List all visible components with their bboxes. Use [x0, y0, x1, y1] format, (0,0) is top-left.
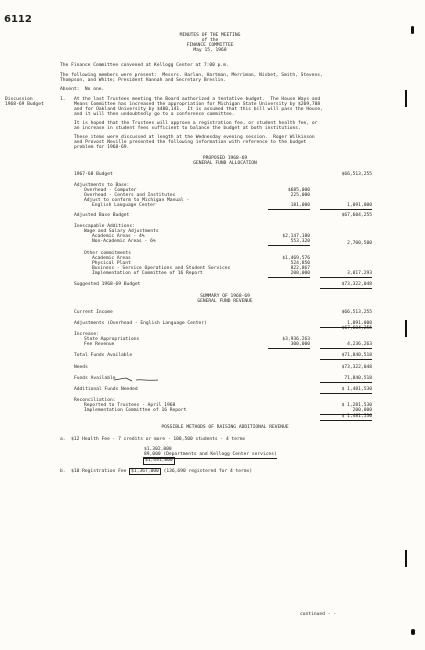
adjustments-title: Adjustments to Base:: [74, 183, 130, 188]
method-b-amount: $1,367,000: [131, 469, 159, 474]
continued-note: continued - -: [300, 612, 336, 617]
revenue-title-2: GENERAL FUND REVENUE: [197, 299, 253, 304]
convened-text: The Finance Committee convened at Kellogg Center at 7:00 p.m.: [60, 63, 229, 68]
needs-label: Needs: [74, 365, 88, 370]
adjustments-overhead-label: Adjustments (Overhead - English Language Center): [74, 321, 207, 326]
additional-funds-label: Additional Funds Needed: [74, 387, 138, 392]
item-p1-line-2: Means Committee has increased the appropriation for Michigan State University by $209,788: [74, 102, 321, 107]
allocation-title-1: PROPOSED 1968-69: [202, 156, 248, 161]
scan-mark-4: [405, 550, 407, 567]
revenue-title-1: SUMMARY OF 1968-69: [200, 294, 250, 299]
wage-title: Wage and Salary Adjustments: [84, 229, 159, 234]
adj-english-center: English Language Center: [92, 203, 156, 208]
current-income-label: Current Income: [74, 310, 113, 315]
budget-value: $66,513,255: [341, 172, 372, 177]
adj-overhead-centers-value: 225,000: [290, 193, 310, 198]
method-a-amount-1: $1,302,000: [144, 447, 172, 452]
oc-committee-16-value: 200,000: [268, 271, 310, 278]
page-number: 6112: [4, 14, 32, 25]
scan-mark-2: [405, 90, 407, 107]
present-line-1: The following members were present: Messrs. Harlan, Hartman, Merriman, Nisbet, Smith, Stevens,: [60, 73, 323, 78]
adjusted-base-label: Adjusted Base Budget: [74, 213, 130, 218]
suggested-budget-label: Suggested 1968-69 Budget: [74, 282, 141, 287]
additional-funds-value: $ 1,481,530: [320, 387, 372, 394]
adj-overhead-computer: Overhead - Computer: [84, 188, 137, 193]
increase-total-value: 4,236,263: [320, 342, 372, 349]
margin-label-1: Discussion: [5, 97, 33, 102]
wage-academic: Academic Areas - 4%: [92, 234, 145, 239]
allocation-title-2: GENERAL FUND ALLOCATION: [193, 161, 257, 166]
method-b-note: (136,690 registered for 4 terms): [160, 469, 253, 474]
oc-physical-plant: Physical Plant: [92, 261, 131, 266]
margin-label-2: 1968-69 Budget: [5, 102, 44, 107]
oc-academic-value: $1,469,576: [282, 256, 310, 261]
adjusted-base-value: $67,604,255: [341, 213, 372, 218]
adj-michigan-manual: Adjust to conform to Michigan Manual -: [84, 198, 190, 203]
scan-mark-1: [411, 26, 414, 34]
wage-nonacademic: Non-Academic Areas - 6%: [92, 239, 156, 244]
item-p3-line-2: and Provost Neville presented the following information with reference to the budget: [74, 140, 307, 145]
header-date: May 15, 1968: [193, 48, 227, 53]
revenue-subtotal: $67,604,255: [341, 326, 372, 331]
oc-academic: Academic Areas: [92, 256, 131, 261]
present-line-2: Thompson, and White; President Hannah and Secretary Breslin.: [60, 78, 226, 83]
other-commitments-title: Other commitments: [84, 251, 132, 256]
current-income-value: $66,513,255: [341, 310, 372, 315]
scan-mark-3: [405, 320, 407, 337]
funds-available-label: Funds Available: [74, 376, 116, 381]
total-funds-value: $71,840,518: [320, 353, 372, 360]
reconciliation-title: Reconciliation:: [74, 398, 116, 403]
method-b-text: b. $10 Registration Fee: [60, 469, 130, 474]
adj-english-center-value: 181,000: [268, 203, 310, 210]
wage-academic-value: $2,147,180: [282, 234, 310, 239]
item-p3-line-1: These items were discussed at length at the Wednesday evening session. Roger Wilkinson: [74, 135, 315, 140]
item-p1-line-4: and it will then undoubtedly go to a conference committee.: [74, 112, 235, 117]
suggested-budget-value: $73,322,048: [320, 282, 372, 289]
total-funds-label: Total Funds Available: [74, 353, 133, 358]
adj-total-value: 1,091,000: [320, 203, 372, 210]
item-p1-line-3: and for Oakland University by $480,141. It is assumed that this bill will pass the House,: [74, 107, 323, 112]
wage-nonacademic-value: 553,320: [268, 239, 310, 246]
absent-text: Absent: No one.: [60, 87, 105, 92]
header-line-3: FINANCE COMMITTEE: [186, 43, 234, 48]
state-appropriations-value: $3,936,263: [282, 337, 310, 342]
handwritten-scribble: [112, 375, 162, 383]
inescapable-title: Inescapable Additions:: [74, 224, 135, 229]
item-p3-line-3: problem for 1968-69.: [74, 145, 130, 150]
funds-available-value: 71,840,518: [320, 376, 372, 383]
budget-label: 1967-68 Budget: [74, 172, 113, 177]
oc-committee-16: Implementation of Committee of 16 Report: [92, 271, 203, 276]
header-line-2: of the: [201, 38, 219, 43]
recon-reported-value: $ 1,281,530: [341, 403, 372, 408]
method-a: a. $12 Health Fee · 7 credits or more · 108,500 students · 4 terms: [60, 437, 246, 442]
recon-total-value: $ 1,481,530: [320, 414, 372, 421]
adj-overhead-centers: Overhead - Centers and Institutes: [84, 193, 176, 198]
item-p2-line-1: It is hoped that the Trustees will approve a registration fee, or student health fee, or: [74, 121, 318, 126]
method-b: [60, 469, 252, 475]
methods-title: POSSIBLE METHODS OF RAISING ADDITIONAL REVENUE: [161, 425, 289, 430]
recon-committee-label: Implementation Committee of 16 Report: [84, 408, 187, 413]
adj-overhead-computer-value: $685,000: [287, 188, 310, 193]
oc-total-value: 3,017,293: [320, 271, 372, 278]
needs-value: $73,322,048: [341, 365, 372, 370]
wage-total-value: 2,700,500: [347, 241, 372, 246]
item-p2-line-2: an increase in student fees sufficient to balance the budget at both institutions.: [74, 126, 301, 131]
item-number: 1.: [60, 97, 66, 102]
increase-title: Increase:: [74, 332, 99, 337]
method-a-amount-2: 89,000 (Departments and Kellogg Center services): [144, 452, 277, 457]
fee-revenue-label: Fee Revenue: [84, 342, 115, 347]
oc-physical-plant-value: 524,850: [290, 261, 310, 266]
method-a-total: $1,491,000: [145, 458, 173, 463]
item-p1-line-1: At the last Trustees meeting the Board authorized a tentative budget. The House Ways and: [74, 97, 321, 102]
header-line-1: MINUTES OF THE MEETING: [179, 33, 241, 38]
scan-mark-5: [411, 629, 415, 635]
oc-business-value: 822,867: [290, 266, 310, 271]
adjustments-overhead-value: 1,091,000: [320, 321, 372, 328]
state-appropriations-label: State Appropriations: [84, 337, 140, 342]
oc-business: Business - Service Operations and Student Services: [92, 266, 231, 271]
fee-revenue-value: 300,000: [268, 342, 310, 349]
recon-committee-value: 200,000: [320, 408, 372, 415]
recon-reported-label: Reported to Trustees - April 1968: [84, 403, 176, 408]
